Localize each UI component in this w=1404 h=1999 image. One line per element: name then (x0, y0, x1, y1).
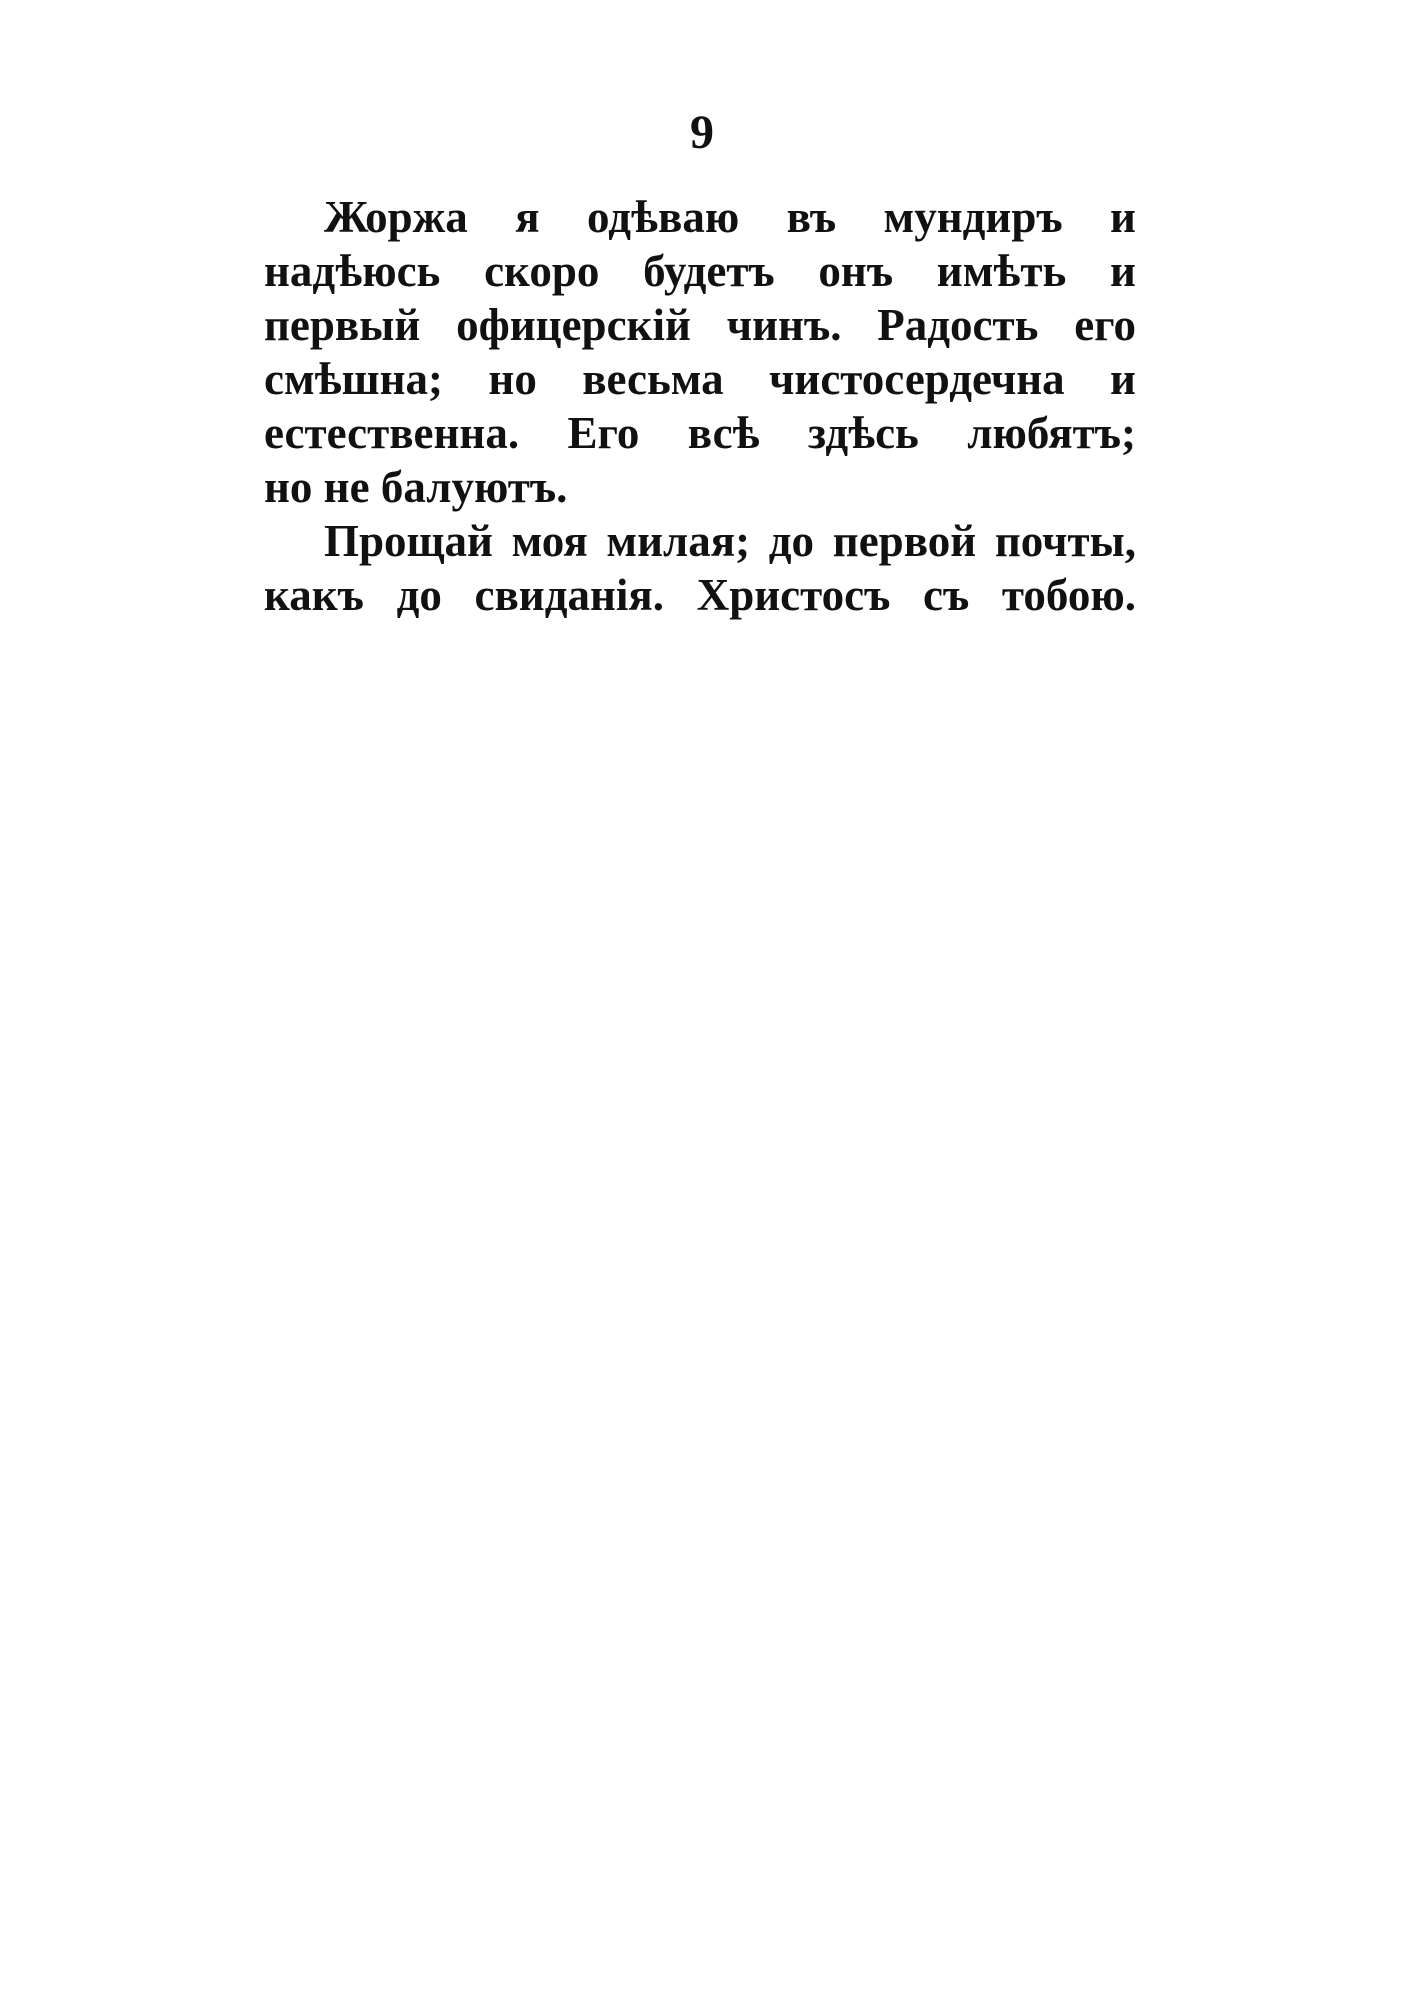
word: съ (923, 570, 970, 620)
word: моя (511, 516, 588, 566)
word: смѣшна; (264, 354, 444, 404)
word: офицерскій (456, 300, 691, 350)
word: здѣсь (808, 408, 919, 458)
word: и (1110, 354, 1136, 404)
word: надѣюсь (264, 246, 441, 296)
word: Его (567, 408, 640, 458)
page-number: 9 (690, 106, 714, 159)
word: имѣть (936, 246, 1067, 296)
word: любятъ; (967, 408, 1136, 458)
word: скоро (484, 246, 600, 296)
text-line (264, 514, 1136, 568)
word: въ (786, 192, 837, 242)
text-line (264, 244, 1136, 298)
word: какъ (264, 570, 364, 620)
word: весьма (582, 354, 724, 404)
word: тобою. (1001, 570, 1136, 620)
word: до (768, 516, 815, 566)
word: Прощай (324, 516, 493, 566)
text-line (264, 190, 1136, 244)
word: мундиръ (883, 192, 1063, 242)
word: Жоржа (324, 192, 468, 242)
word: но (488, 354, 537, 404)
word: до (396, 570, 442, 620)
word: одѣваю (587, 192, 740, 242)
word: первый (264, 300, 421, 350)
body-text (264, 190, 1136, 622)
word: и (1110, 192, 1136, 242)
word: Радость (877, 300, 1039, 350)
word: свиданія. (474, 570, 665, 620)
text-line (264, 568, 1136, 622)
word: его (1074, 300, 1136, 350)
word: милая; (606, 516, 751, 566)
word: чинъ. (726, 300, 842, 350)
text-line (264, 298, 1136, 352)
text-line (264, 352, 1136, 406)
word: почты, (994, 516, 1136, 566)
word: всѣ (687, 408, 760, 458)
word: естественна. (264, 408, 520, 458)
word: и (1110, 246, 1136, 296)
word: Христосъ (696, 570, 891, 620)
word: я (515, 192, 540, 242)
word: чистосердечна (769, 354, 1065, 404)
word: первой (832, 516, 977, 566)
word: будетъ (643, 246, 775, 296)
text-line (264, 406, 1136, 460)
text-line: но не балуютъ. (264, 462, 568, 512)
word: онъ (818, 246, 894, 296)
